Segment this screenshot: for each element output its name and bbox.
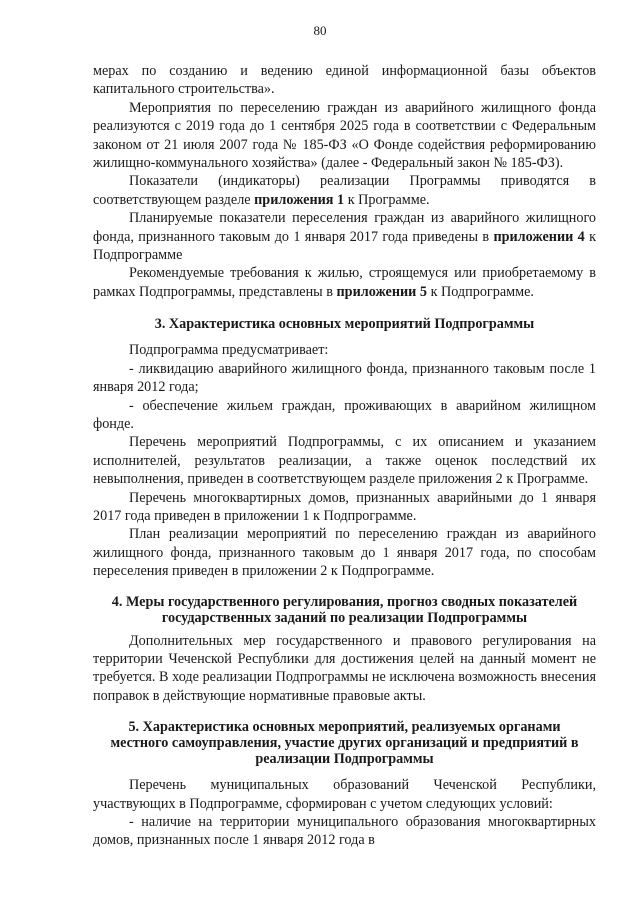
paragraph-regulation: Дополнительных мер государственного и правового регулирования на территории Чеченской Республики для достижения целей на данный момент не требуется. В ходе реализации Подпрограммы не исключена возможность внесения поправок в действующие нормативные правовые акты.	[93, 632, 596, 704]
heading-line: 4. Меры государственного регулирования, прогноз сводных показателей	[111, 593, 578, 610]
bold-reference: приложении 5	[336, 283, 428, 300]
paragraph-measures-list: Перечень мероприятий Подпрограммы, с их описанием и указанием исполнителей, результатов реализации, а также оценок последствий их невыполнения, приведен в соответствующем разделе приложения 2 к Программе.	[93, 434, 596, 488]
paragraph-intro-continuation: мерах по созданию и ведению единой информационной базы объектов капитального строительства».	[93, 63, 596, 98]
paragraph-municipalities: Перечень муниципальных образований Чеченской Республики, участвующих в Подпрограмме, сформирован с учетом следующих условий:	[93, 777, 596, 812]
list-item-liquidation: - ликвидацию аварийного жилищного фонда, признанного таковым после 1 января 2012 года;	[93, 360, 596, 396]
heading-line: местного самоуправления, участие других организаций и предприятий в	[110, 735, 579, 752]
list-item-condition: - наличие на территории муниципального образования многоквартирных домов, признанных после 1 января 2012 года в	[93, 814, 596, 849]
bold-reference: приложении 4	[493, 228, 585, 245]
paragraph-indicators	[93, 172, 596, 209]
page-number: 80	[313, 23, 327, 38]
bold-reference: приложения 1	[254, 191, 345, 208]
text-run: к Программе.	[344, 191, 430, 208]
section-3-heading: 3. Характеристика основных мероприятий Подпрограммы	[154, 316, 535, 333]
paragraph-resettlement-period: Мероприятия по переселению граждан из аварийного жилищного фонда реализуются с 2019 года до 1 сентября 2025 года в соответствии с Федеральным законом от 21 июля 2007 года № 185-ФЗ «О Фонде содействия реформированию жилищно-коммунального хозяйства» (далее - Федеральный закон № 185-ФЗ).	[93, 99, 596, 172]
page-content	[93, 62, 596, 850]
paragraph-section3-intro: Подпрограмма предусматривает:	[129, 342, 329, 359]
text-run: Показатели (индикаторы) реализации Программы приводятся в соответствующем разделе	[93, 173, 596, 208]
heading-line: реализации Подпрограммы	[255, 751, 434, 768]
paragraph-apartment-buildings: Перечень многоквартирных домов, признанных аварийными до 1 января 2017 года приведен в приложении 1 к Подпрограмме.	[93, 489, 596, 524]
paragraph-planned-indicators	[93, 209, 596, 264]
list-item-housing-provision: - обеспечение жильем граждан, проживающих в аварийном жилищном фонде.	[93, 397, 596, 432]
paragraph-housing-requirements	[93, 264, 596, 301]
section-5-heading	[93, 719, 596, 767]
text-run: Планируемые показатели переселения граждан из аварийного жилищного фонда, признанного таковым до 1 января 2017 года приведены в	[93, 210, 596, 245]
heading-line: государственных заданий по реализации Подпрограммы	[161, 609, 528, 626]
text-run: к Подпрограмме.	[427, 283, 534, 300]
paragraph-implementation-plan: План реализации мероприятий по переселению граждан из аварийного жилищного фонда, признанного таковым до 1 января 2017 года, по способам переселения приведен в приложении 2 к Подпрограмме.	[93, 526, 596, 580]
section-4-heading	[93, 594, 596, 626]
text-run: Рекомендуемые требования к жилью, строящемуся или приобретаемому в рамках Подпрограммы, представлены в	[93, 265, 596, 300]
text-run: к Подпрограмме	[93, 228, 596, 264]
heading-line: 5. Характеристика основных мероприятий, реализуемых органами	[128, 719, 561, 736]
